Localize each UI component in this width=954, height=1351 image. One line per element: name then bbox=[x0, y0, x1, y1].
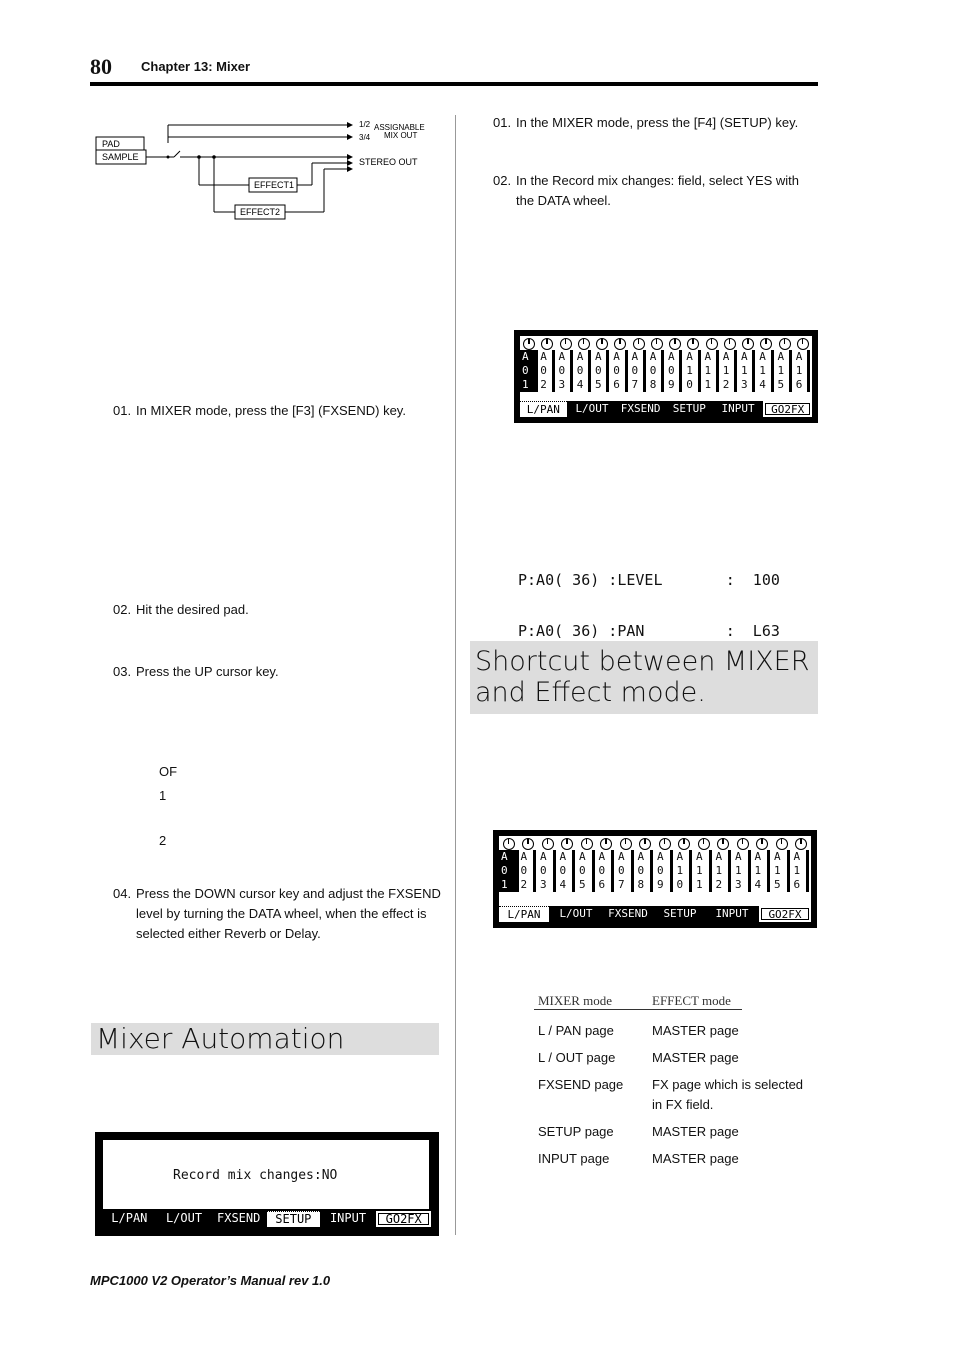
lcd-tab-fxsend[interactable]: FXSEND bbox=[603, 906, 653, 922]
channel-label: A bbox=[538, 850, 556, 864]
channel-label: 8 bbox=[636, 878, 654, 892]
channel-label: A bbox=[694, 850, 712, 864]
table-row bbox=[538, 1122, 828, 1142]
channel-label: A bbox=[753, 850, 771, 864]
channel-label: 2 bbox=[714, 878, 732, 892]
pan-knob-icon[interactable] bbox=[756, 838, 768, 850]
channel-label: 1 bbox=[776, 364, 792, 378]
mixer-channel[interactable] bbox=[757, 338, 775, 397]
channel-label: 3 bbox=[538, 878, 556, 892]
channel-label: 1 bbox=[520, 378, 538, 392]
lcd-tab-l-pan[interactable]: L/PAN bbox=[520, 401, 567, 417]
channel-label: 1 bbox=[721, 364, 737, 378]
lcd-tab-go2fx[interactable]: GO2FX bbox=[759, 906, 811, 922]
event-line-pan: P:A0( 36) :PAN : L63 bbox=[518, 622, 780, 640]
mixer-channel[interactable] bbox=[694, 838, 714, 902]
channel-label: 2 bbox=[538, 378, 554, 392]
table-cell-mixer: L / PAN page bbox=[538, 1023, 614, 1038]
footer: MPC1000 V2 Operator’s Manual rev 1.0 bbox=[90, 1273, 331, 1288]
pan-knob-icon[interactable] bbox=[581, 838, 593, 850]
pan-knob-icon[interactable] bbox=[541, 338, 553, 350]
channel-label: 2 bbox=[519, 878, 537, 892]
lcd-screen bbox=[520, 336, 812, 417]
mixer-channel[interactable] bbox=[792, 838, 812, 902]
left-step-2 bbox=[113, 600, 249, 620]
channel-label: 4 bbox=[757, 378, 773, 392]
channel-label: 1 bbox=[794, 364, 810, 378]
channel-label: A bbox=[792, 850, 810, 864]
mixer-channel[interactable] bbox=[675, 838, 695, 902]
channel-label: 0 bbox=[675, 878, 693, 892]
channel-label: 1 bbox=[739, 364, 755, 378]
step-number: 04. bbox=[113, 886, 132, 901]
channel-label: A bbox=[636, 850, 654, 864]
stereo-out-label: STEREO OUT bbox=[359, 157, 418, 167]
channel-label: 7 bbox=[616, 878, 634, 892]
channel-label: 5 bbox=[593, 378, 609, 392]
pan-knob-icon[interactable] bbox=[678, 838, 690, 850]
pan-knob-icon[interactable] bbox=[737, 838, 749, 850]
channel-label: A bbox=[499, 850, 519, 864]
column-divider bbox=[455, 115, 456, 1235]
mixer-channel[interactable] bbox=[616, 838, 636, 902]
channel-label: 1 bbox=[753, 864, 771, 878]
lcd-tab-go2fx[interactable]: GO2FX bbox=[763, 401, 812, 417]
left-step-1 bbox=[113, 401, 406, 421]
left-step-4 bbox=[113, 884, 441, 944]
mixer-channel[interactable] bbox=[519, 838, 539, 902]
pan-knob-icon[interactable] bbox=[523, 338, 535, 350]
channel-label: 1 bbox=[675, 864, 693, 878]
channel-label: A bbox=[593, 350, 609, 364]
channel-label: 5 bbox=[776, 378, 792, 392]
pan-knob-icon[interactable] bbox=[760, 338, 772, 350]
pan-knob-icon[interactable] bbox=[542, 838, 554, 850]
option-of: OF bbox=[159, 764, 178, 779]
channel-label: 6 bbox=[792, 878, 810, 892]
out-34-label: 3/4 bbox=[359, 133, 371, 142]
channel-label: 1 bbox=[684, 364, 700, 378]
lcd-tab-setup[interactable]: SETUP bbox=[267, 1211, 320, 1227]
table-header-effect: EFFECT mode bbox=[652, 993, 731, 1008]
channel-label: 1 bbox=[757, 364, 773, 378]
mixer-channel[interactable] bbox=[636, 838, 656, 902]
table-header bbox=[534, 993, 742, 1010]
lcd-tab-go2fx[interactable]: GO2FX bbox=[376, 1211, 431, 1227]
pan-knob-icon[interactable] bbox=[706, 338, 718, 350]
pan-knob-icon[interactable] bbox=[776, 838, 788, 850]
section-heading-mixer-automation: Mixer Automation bbox=[91, 1023, 439, 1055]
channel-label: A bbox=[772, 850, 790, 864]
pan-knob-icon[interactable] bbox=[742, 338, 754, 350]
event-line-level: P:A0( 36) :LEVEL : 100 bbox=[518, 571, 780, 589]
channel-label: 3 bbox=[557, 378, 573, 392]
step-number: 02. bbox=[493, 173, 512, 188]
mixer-channel[interactable] bbox=[776, 338, 794, 397]
lcd-record-mix bbox=[95, 1132, 439, 1236]
channel-label: 4 bbox=[575, 378, 591, 392]
pan-knob-icon[interactable] bbox=[639, 838, 651, 850]
channel-label: A bbox=[519, 850, 537, 864]
mixer-channel[interactable] bbox=[538, 338, 556, 397]
mixer-channel[interactable] bbox=[684, 338, 702, 397]
mixer-channel[interactable] bbox=[575, 338, 593, 397]
pan-knob-icon[interactable] bbox=[779, 338, 791, 350]
channel-label: A bbox=[538, 350, 554, 364]
channel-label: 1 bbox=[694, 864, 712, 878]
channel-label: A bbox=[611, 350, 627, 364]
table-cell-effect: MASTER page bbox=[652, 1124, 739, 1139]
lcd-tab-l-out[interactable]: L/OUT bbox=[569, 401, 616, 417]
right-step-2 bbox=[493, 171, 799, 211]
channel-label: 7 bbox=[630, 378, 646, 392]
lcd-mixer-channels-2 bbox=[493, 830, 817, 928]
pan-knob-icon[interactable] bbox=[669, 338, 681, 350]
channel-label: 5 bbox=[772, 878, 790, 892]
channel-label: 0 bbox=[520, 364, 538, 378]
lcd-tab-l-out[interactable]: L/OUT bbox=[551, 906, 601, 922]
step-text: Press the UP cursor key. bbox=[136, 664, 279, 679]
mixer-channel[interactable] bbox=[593, 338, 611, 397]
mixer-channel[interactable] bbox=[557, 338, 575, 397]
page-number: 80 bbox=[90, 54, 112, 79]
channel-label: 0 bbox=[499, 864, 519, 878]
channel-label: A bbox=[597, 850, 615, 864]
channel-label: A bbox=[616, 850, 634, 864]
table-cell-mixer: L / OUT page bbox=[538, 1050, 616, 1065]
channel-label: 6 bbox=[597, 878, 615, 892]
pan-knob-icon[interactable] bbox=[659, 838, 671, 850]
mixer-channel[interactable] bbox=[558, 838, 578, 902]
channel-label: 4 bbox=[753, 878, 771, 892]
table-row bbox=[538, 1048, 828, 1068]
mixer-channel[interactable] bbox=[714, 838, 734, 902]
channel-label: A bbox=[666, 350, 682, 364]
pan-knob-icon[interactable] bbox=[600, 838, 612, 850]
channel-label: A bbox=[520, 350, 538, 364]
channel-label: A bbox=[675, 850, 693, 864]
channel-label: A bbox=[733, 850, 751, 864]
pan-knob-icon[interactable] bbox=[578, 338, 590, 350]
channel-label: A bbox=[703, 350, 719, 364]
pan-knob-icon[interactable] bbox=[596, 338, 608, 350]
assignable-label: ASSIGNABLE bbox=[374, 123, 425, 132]
mixer-channel[interactable] bbox=[666, 338, 684, 397]
channel-label: 0 bbox=[519, 864, 537, 878]
channel-label: 3 bbox=[739, 378, 755, 392]
channel-label: 0 bbox=[538, 864, 556, 878]
pan-knob-icon[interactable] bbox=[614, 338, 626, 350]
table-cell-effect: FX page which is selected in FX field. bbox=[652, 1077, 804, 1112]
lcd-screen bbox=[499, 836, 811, 922]
signal-flow-diagram bbox=[94, 115, 434, 225]
pan-knob-icon[interactable] bbox=[687, 338, 699, 350]
table-row bbox=[538, 1021, 828, 1041]
channel-label: 1 bbox=[792, 864, 810, 878]
pan-knob-icon[interactable] bbox=[503, 838, 515, 850]
mixer-channel[interactable] bbox=[499, 838, 519, 902]
lcd-tab-setup[interactable]: SETUP bbox=[666, 401, 713, 417]
channel-label: 1 bbox=[499, 878, 519, 892]
table-cell-mixer: FXSEND page bbox=[538, 1077, 624, 1092]
step-number: 01. bbox=[493, 115, 512, 130]
channel-label: 0 bbox=[538, 364, 554, 378]
channel-label: 0 bbox=[636, 864, 654, 878]
channel-label: A bbox=[684, 350, 700, 364]
mixer-channel[interactable] bbox=[794, 338, 812, 397]
lcd-tab-fxsend[interactable]: FXSEND bbox=[617, 401, 664, 417]
channel-label: 9 bbox=[666, 378, 682, 392]
step-number: 03. bbox=[113, 664, 132, 679]
step-text: In the Record mix changes: field, select YES with the DATA wheel. bbox=[516, 173, 800, 208]
channel-label: A bbox=[557, 350, 573, 364]
channel-label: A bbox=[648, 350, 664, 364]
lcd-tab-input[interactable]: INPUT bbox=[322, 1211, 375, 1227]
lcd-tab-fxsend[interactable]: FXSEND bbox=[212, 1211, 265, 1227]
pan-knob-icon[interactable] bbox=[560, 338, 572, 350]
lcd-tab-input[interactable]: INPUT bbox=[715, 401, 762, 417]
out-12-label: 1/2 bbox=[359, 120, 371, 129]
pad-label: PAD bbox=[102, 139, 120, 149]
step-text: Hit the desired pad. bbox=[136, 602, 249, 617]
sample-label: SAMPLE bbox=[102, 152, 139, 162]
channel-label: A bbox=[575, 350, 591, 364]
mixer-channel[interactable] bbox=[733, 838, 753, 902]
effect2-label: EFFECT2 bbox=[240, 207, 281, 217]
mixer-channel[interactable] bbox=[597, 838, 617, 902]
pan-knob-icon[interactable] bbox=[651, 338, 663, 350]
channel-label: A bbox=[757, 350, 773, 364]
right-step-1 bbox=[493, 113, 798, 133]
channel-label: 0 bbox=[611, 364, 627, 378]
table-cell-effect: MASTER page bbox=[652, 1050, 739, 1065]
mixer-channel[interactable] bbox=[703, 338, 721, 397]
lcd-record-mix-text: Record mix changes:NO bbox=[173, 1168, 338, 1183]
pan-knob-icon[interactable] bbox=[724, 338, 736, 350]
channel-label: A bbox=[739, 350, 755, 364]
channel-label: A bbox=[577, 850, 595, 864]
table-cell-mixer: INPUT page bbox=[538, 1151, 610, 1166]
shortcut-table bbox=[538, 1021, 828, 1176]
channel-label: A bbox=[794, 350, 810, 364]
option-2: 2 bbox=[159, 833, 167, 848]
mixer-channel[interactable] bbox=[655, 838, 675, 902]
channel-label: A bbox=[721, 350, 737, 364]
table-row bbox=[538, 1149, 828, 1169]
channel-label: 0 bbox=[597, 864, 615, 878]
channel-label: A bbox=[630, 350, 646, 364]
pan-knob-icon[interactable] bbox=[620, 838, 632, 850]
lcd-tab-bar bbox=[499, 906, 811, 922]
channel-label: 4 bbox=[558, 878, 576, 892]
step-number: 02. bbox=[113, 602, 132, 617]
mixer-channel[interactable] bbox=[577, 838, 597, 902]
effect1-label: EFFECT1 bbox=[254, 180, 295, 190]
channel-label: 3 bbox=[733, 878, 751, 892]
channel-label: 0 bbox=[557, 364, 573, 378]
header-rule bbox=[90, 82, 818, 86]
channel-label: 1 bbox=[733, 864, 751, 878]
channel-label: 0 bbox=[684, 378, 700, 392]
left-step-3 bbox=[113, 662, 279, 682]
channel-label: 0 bbox=[648, 364, 664, 378]
mixer-channel[interactable] bbox=[721, 338, 739, 397]
mixer-channel[interactable] bbox=[611, 338, 629, 397]
channel-label: 5 bbox=[577, 878, 595, 892]
channel-label: A bbox=[655, 850, 673, 864]
lcd-tab-bar bbox=[103, 1211, 431, 1227]
table-cell-mixer: SETUP page bbox=[538, 1124, 614, 1139]
pan-knob-icon[interactable] bbox=[797, 338, 809, 350]
lcd-tab-bar bbox=[520, 401, 812, 417]
step-number: 01. bbox=[113, 403, 132, 418]
channel-label: 1 bbox=[703, 364, 719, 378]
chapter-title: Chapter 13: Mixer bbox=[141, 59, 251, 74]
step-text: In MIXER mode, press the [F3] (FXSEND) key. bbox=[136, 403, 406, 418]
channel-label: 0 bbox=[558, 864, 576, 878]
lcd-tab-input[interactable]: INPUT bbox=[707, 906, 757, 922]
channel-label: 1 bbox=[703, 378, 719, 392]
mixer-channel[interactable] bbox=[630, 338, 648, 397]
mixer-channel[interactable] bbox=[753, 838, 773, 902]
mixout-label: MIX OUT bbox=[384, 131, 418, 140]
table-cell-effect: MASTER page bbox=[652, 1023, 739, 1038]
table-header-mixer: MIXER mode bbox=[538, 993, 613, 1008]
option-1: 1 bbox=[159, 788, 167, 803]
channel-label: 9 bbox=[655, 878, 673, 892]
channel-label: 0 bbox=[593, 364, 609, 378]
lcd-tab-l-pan[interactable]: L/PAN bbox=[103, 1211, 156, 1227]
channel-label: 6 bbox=[611, 378, 627, 392]
mixer-channel[interactable] bbox=[772, 838, 792, 902]
channel-label: 0 bbox=[616, 864, 634, 878]
table-row bbox=[538, 1075, 828, 1115]
section-heading-shortcut: Shortcut between MIXER and Effect mode. bbox=[470, 641, 818, 714]
mixer-channel[interactable] bbox=[739, 338, 757, 397]
step-text: In the MIXER mode, press the [F4] (SETUP) key. bbox=[516, 115, 799, 130]
channel-label: 1 bbox=[694, 878, 712, 892]
channel-label: 0 bbox=[577, 864, 595, 878]
channel-label: 0 bbox=[655, 864, 673, 878]
channel-label: 0 bbox=[575, 364, 591, 378]
event-list bbox=[518, 538, 780, 657]
channel-label: 0 bbox=[630, 364, 646, 378]
pan-knob-icon[interactable] bbox=[717, 838, 729, 850]
table-cell-effect: MASTER page bbox=[652, 1151, 739, 1166]
channel-label: 8 bbox=[648, 378, 664, 392]
lcd-tab-setup[interactable]: SETUP bbox=[655, 906, 705, 922]
channel-label: 0 bbox=[666, 364, 682, 378]
channel-label: 6 bbox=[794, 378, 810, 392]
pan-knob-icon[interactable] bbox=[561, 838, 573, 850]
channel-label: A bbox=[714, 850, 732, 864]
mixer-channel[interactable] bbox=[648, 338, 666, 397]
channel-label: A bbox=[776, 350, 792, 364]
pan-knob-icon[interactable] bbox=[698, 838, 710, 850]
mixer-channel[interactable] bbox=[538, 838, 558, 902]
pan-knob-icon[interactable] bbox=[795, 838, 807, 850]
pan-knob-icon[interactable] bbox=[633, 338, 645, 350]
lcd-tab-l-pan[interactable]: L/PAN bbox=[499, 906, 549, 922]
channel-label: 2 bbox=[721, 378, 737, 392]
channel-label: 1 bbox=[714, 864, 732, 878]
step-text: Press the DOWN cursor key and adjust the FXSEND level by turning the DATA wheel, when the effect is selected either Reverb or Delay. bbox=[136, 886, 441, 941]
channel-label: 1 bbox=[772, 864, 790, 878]
pan-knob-icon[interactable] bbox=[522, 838, 534, 850]
lcd-mixer-channels-1 bbox=[514, 330, 818, 423]
lcd-tab-l-out[interactable]: L/OUT bbox=[158, 1211, 211, 1227]
channel-label: A bbox=[558, 850, 576, 864]
mixer-channel[interactable] bbox=[520, 338, 538, 397]
